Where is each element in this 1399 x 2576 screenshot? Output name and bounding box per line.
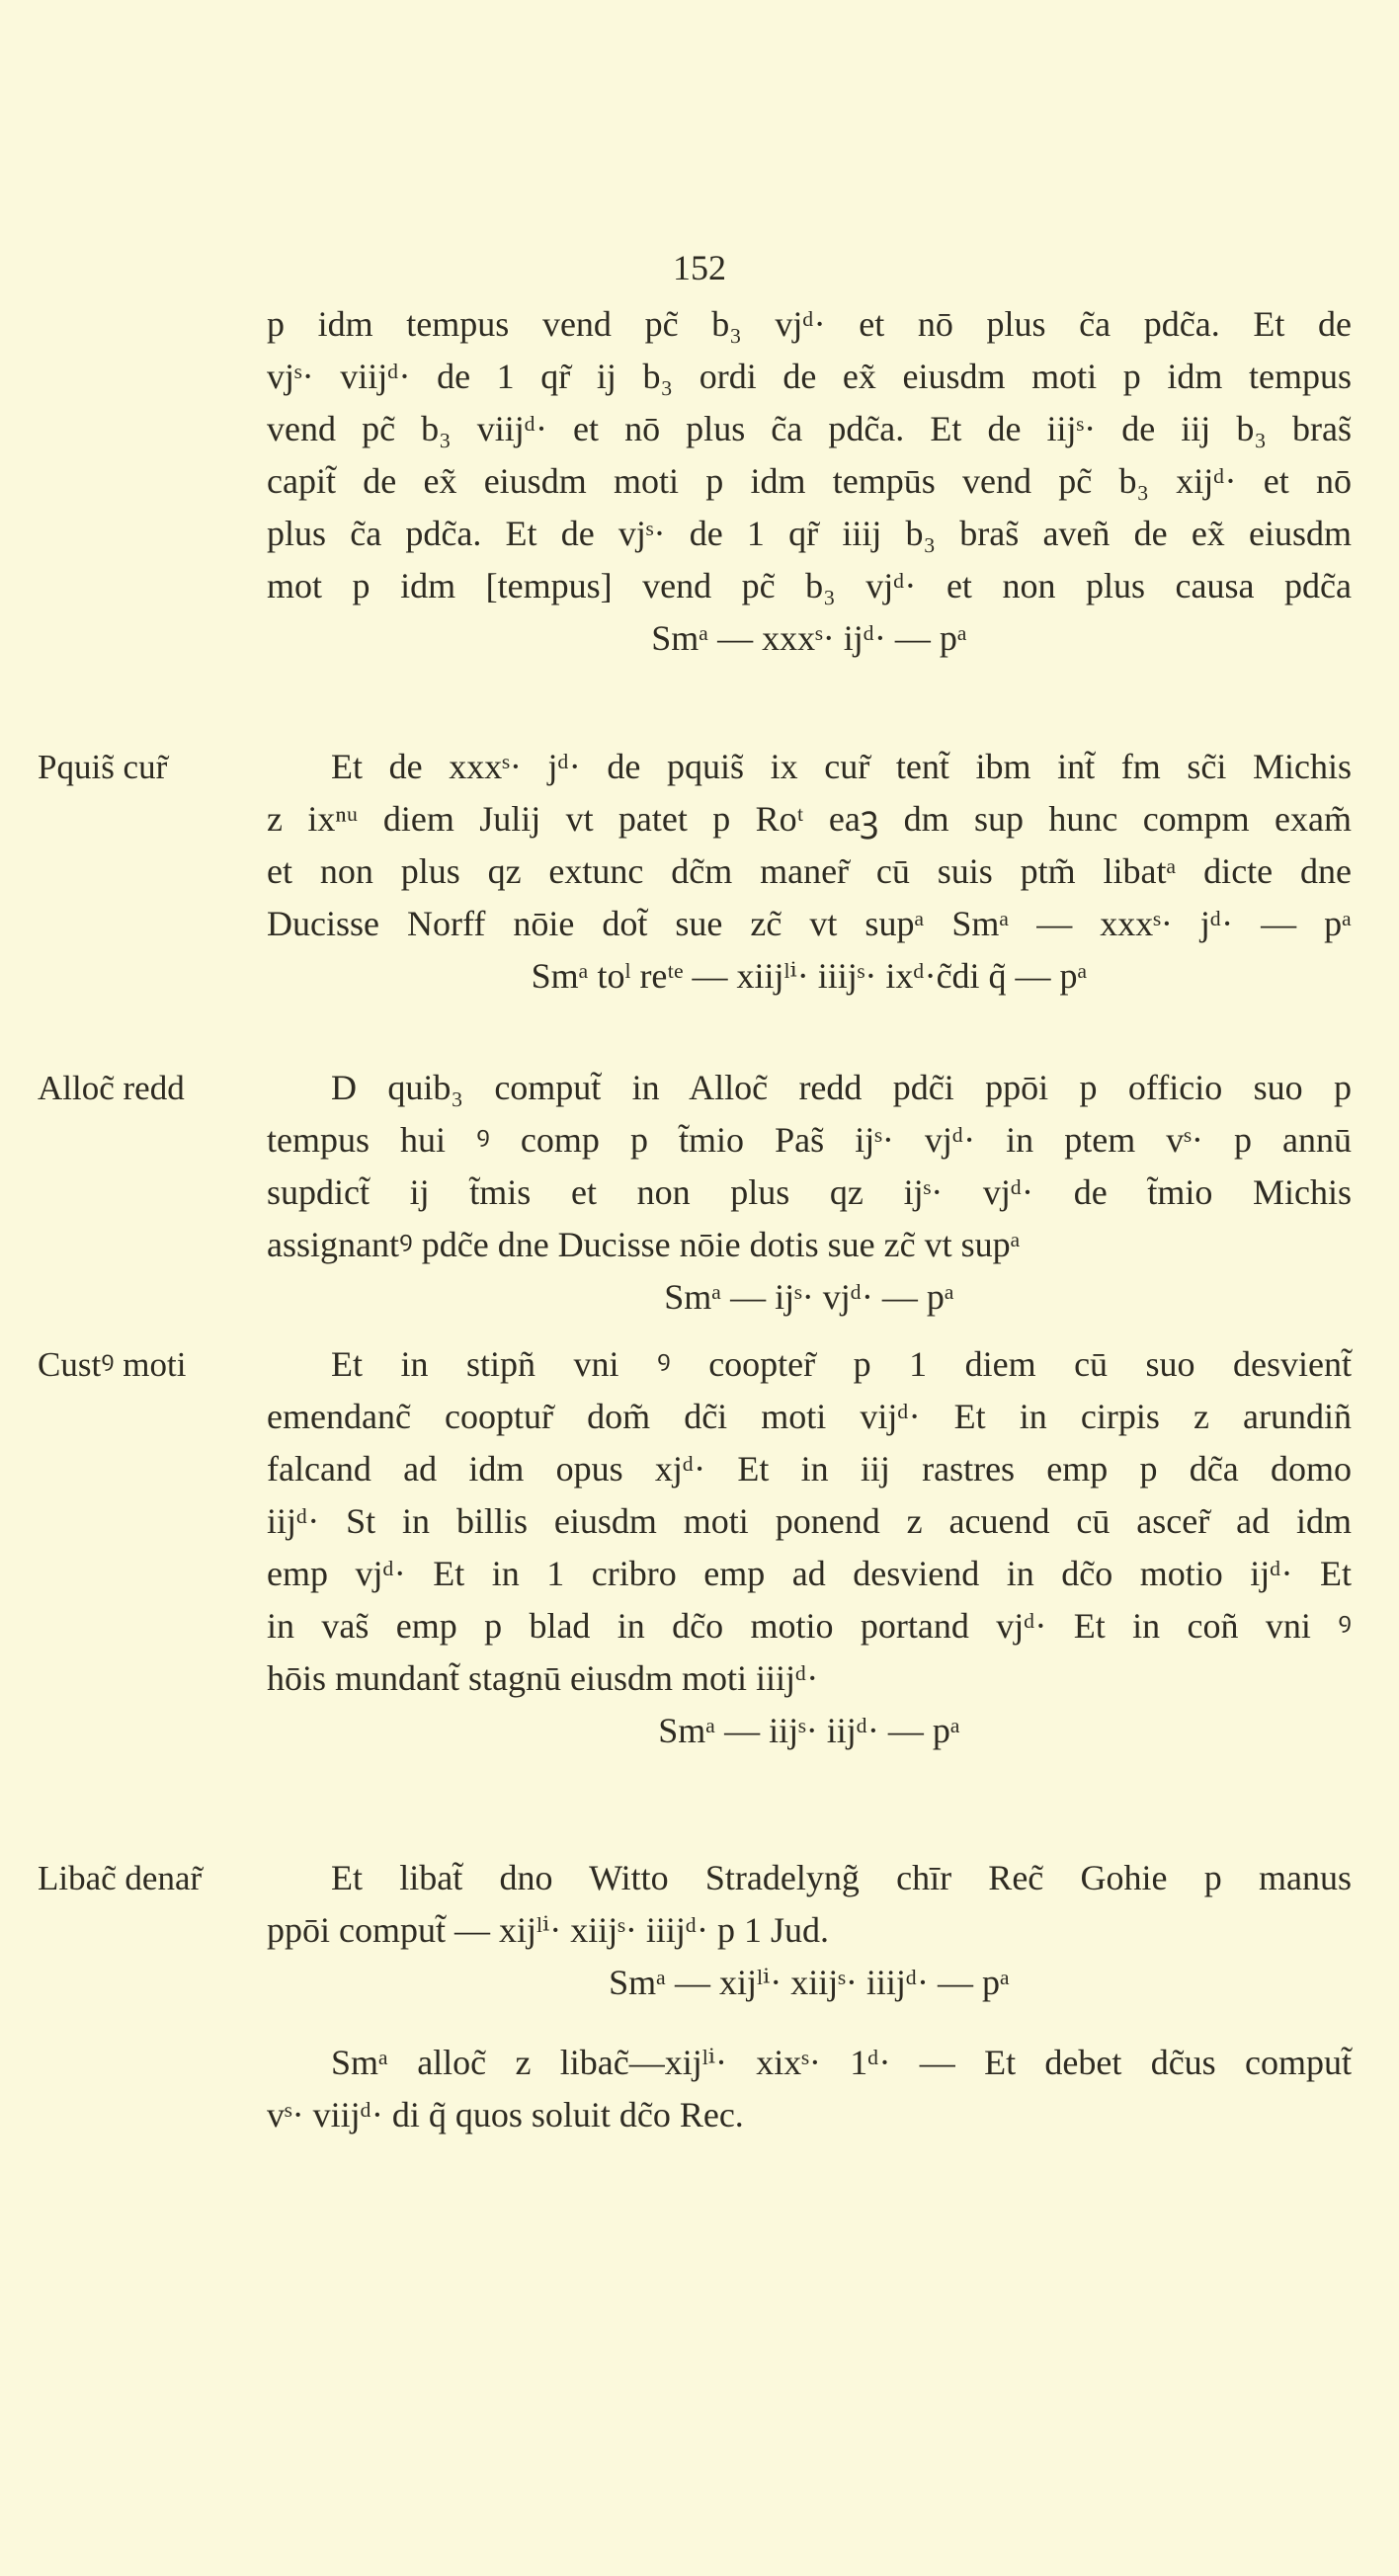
text-line: vend pc̃ b₃ viijᵈ· et nō plus c̃a pdc̃a. Et de iijˢ· de iij b₃ bras̃	[267, 409, 1352, 448]
text-line: emp vjᵈ· Et in 1 cribro emp ad desviend in dc̃o motio ijᵈ· Et	[267, 1554, 1352, 1593]
section-total: Smᵃ — ijˢ· vjᵈ· — pᵃ	[664, 1277, 954, 1317]
text-line: Ducisse Norff nōie dot̃ sue zc̃ vt supᵃ Smᵃ — xxxˢ· jᵈ· — pᵃ	[267, 904, 1352, 943]
section-total: Smᵃ — xijˡⁱ· xiijˢ· iiijᵈ· — pᵃ	[609, 1963, 1010, 2002]
text-line: mot p idm [tempus] vend pc̃ b₃ vjᵈ· et non plus causa pdc̃a	[267, 566, 1352, 605]
text-line: emendanc̃ cooptur̃ dom̃ dc̃i moti vijᵈ· Et in cirpis z arundiñ	[267, 1397, 1352, 1436]
text-line: p idm tempus vend pc̃ b₃ vjᵈ· et nō plus c̃a pdc̃a. Et de	[267, 304, 1352, 344]
text-line: vjˢ· viijᵈ· de 1 qr̃ ij b₃ ordi de ex̃ eiusdm moti p idm tempus	[267, 357, 1352, 396]
text-line: Smᵃ alloc̃ z libac̃—xijˡⁱ· xixˢ· 1ᵈ· — Et debet dc̃us comput̃	[331, 2043, 1352, 2082]
section-total: Smᵃ toˡ reᵗᵉ — xiijˡⁱ· iiijˢ· ixᵈ·c̃di q̃ — pᵃ	[531, 956, 1088, 996]
text-line: plus c̃a pdc̃a. Et de vjˢ· de 1 qr̃ iiij b₃ bras̃ aveñ de ex̃ eiusdm	[267, 514, 1352, 553]
text-line: iijᵈ· St in billis eiusdm moti ponend z acuend cū ascer̃ ad idm	[267, 1501, 1352, 1541]
margin-heading: Alloc̃ redd	[38, 1069, 185, 1107]
margin-heading: Custꝰ moti	[38, 1345, 187, 1384]
text-line: Et de xxxˢ· jᵈ· de pquis̃ ix cur̃ tent̃ ibm int̃ fm sc̃i Michis	[331, 747, 1352, 786]
section-total: Smᵃ — iijˢ· iijᵈ· — pᵃ	[658, 1711, 960, 1750]
text-line: falcand ad idm opus xjᵈ· Et in iij rastres emp p dc̃a domo	[267, 1449, 1352, 1489]
text-line: assignantꝰ pdc̃e dne Ducisse nōie dotis sue zc̃ vt supᵃ	[267, 1225, 1021, 1264]
text-line: tempus hui ꝰ comp p t̃mio Pas̃ ijˢ· vjᵈ· in ptem vˢ· p annū	[267, 1120, 1352, 1160]
text-line: D quib₃ comput̃ in Alloc̃ redd pdc̃i ppōi p officio suo p	[331, 1068, 1352, 1107]
text-line: supdict̃ ij t̃mis et non plus qz ijˢ· vjᵈ· de t̃mio Michis	[267, 1172, 1352, 1212]
text-line: Et libat̃ dno Witto Stradelyng̃ chīr Rec̃ Gohie p manus	[331, 1858, 1352, 1897]
text-line: et non plus qz extunc dc̃m maner̃ cū suis ptm̃ libatᵃ dicte dne	[267, 851, 1352, 891]
text-line: capit̃ de ex̃ eiusdm moti p idm tempūs vend pc̃ b₃ xijᵈ· et nō	[267, 461, 1352, 501]
text-line: in vas̃ emp p blad in dc̃o motio portand vjᵈ· Et in coñ vni ꝰ	[267, 1606, 1352, 1646]
text-line: ppōi comput̃ — xijˡⁱ· xiijˢ· iiijᵈ· p 1 Jud.	[267, 1910, 830, 1950]
text-line: z ixⁿᵘ diem Julij vt patet p Roᵗ eaꝫ dm sup hunc compm exam̃	[267, 799, 1352, 839]
text-line: hōis mundant̃ stagnū eiusdm moti iiijᵈ·	[267, 1658, 819, 1698]
page-number: 152	[673, 248, 726, 287]
text-line: vˢ· viijᵈ· di q̃ quos soluit dc̃o Rec.	[267, 2095, 744, 2134]
section-total: Smᵃ — xxxˢ· ijᵈ· — pᵃ	[651, 618, 967, 658]
text-line: Et in stipñ vni ꝰ coopter̃ p 1 diem cū suo desvient̃	[331, 1344, 1352, 1384]
margin-heading: Pquis̃ cur̃	[38, 748, 168, 786]
margin-heading: Libac̃ denar̃	[38, 1859, 203, 1897]
